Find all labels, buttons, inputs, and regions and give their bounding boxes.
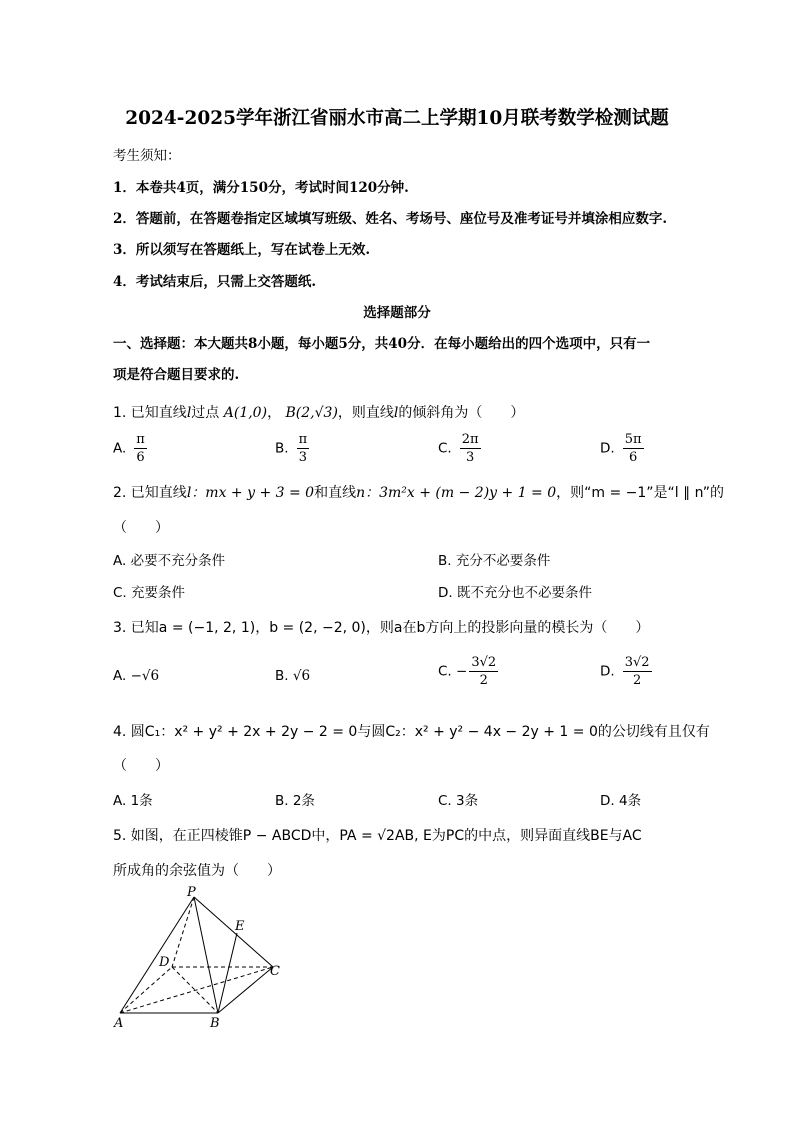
question-5: 5. 如图，在正四棱锥P − ABCD中，PA = √2AB, E为PC的中点，则异面直线BE与AC — [113, 828, 642, 844]
edge-pa — [120, 897, 194, 1013]
question-4: 4. 圆C₁：x² + y² + 2x + 2y − 2 = 0与圆C₂：x² + y² − 4x − 2y + 1 = 0的公切线有且仅有 — [113, 724, 710, 740]
q2-option-a: A. 必要不充分条件 — [113, 553, 226, 569]
notice-heading: 考生须知： — [113, 148, 181, 164]
label-b: B — [210, 1016, 220, 1030]
q1-option-b: B. $\frac{\pi}{3}$ — [275, 432, 308, 465]
label-p: P — [187, 885, 196, 900]
q3-option-b: B. √6 — [275, 668, 311, 684]
part-intro: 一、选择题：本大题共8小题，每小题5分，共40分．在每小题给出的四个选项中，只有一 — [113, 336, 651, 352]
q4-option-c: C. 3条 — [438, 793, 479, 809]
notice-item: 4．考试结束后，只需上交答题纸. — [113, 274, 317, 290]
notice-item: 2．答题前，在答题卷指定区域填写班级、姓名、考场号、座位号及准考证号并填涂相应数字. — [113, 211, 668, 227]
q1-option-c: C. $\frac{2\pi}{3}$ — [438, 432, 479, 465]
q1-option-d: D. $\frac{5\pi}{6}$ — [600, 432, 642, 465]
q2-option-c: C. 充要条件 — [113, 585, 186, 601]
q4-option-a: A. 1条 — [113, 793, 153, 809]
q4-option-d: D. 4条 — [600, 793, 642, 809]
q3-option-c: C. − $\frac{3√2}{2}$ — [438, 655, 497, 688]
segment-be — [218, 933, 237, 1013]
edge-pb — [194, 897, 218, 1013]
edge-pd — [172, 897, 194, 967]
notice-item: 3．所以须写在答题纸上，写在试卷上无效. — [113, 242, 371, 258]
label-c: C — [270, 964, 280, 979]
question-5-cont: 所成角的余弦值为（ ） — [113, 863, 281, 879]
label-a: A — [114, 1016, 124, 1030]
edge-bc — [218, 967, 273, 1013]
q1-option-a: A. $\frac{\pi}{6}$ — [113, 432, 145, 465]
label-d: D — [159, 955, 170, 970]
notice-item: 1．本卷共4页，满分150分，考试时间120分钟. — [113, 180, 409, 196]
q2-paren: （ ） — [113, 520, 169, 536]
q4-paren: （ ） — [113, 758, 169, 774]
pyramid-figure — [110, 885, 290, 1030]
q2-option-b: B. 充分不必要条件 — [438, 553, 551, 569]
q3-option-a: A. −√6 — [113, 668, 160, 684]
q4-option-b: B. 2条 — [275, 793, 315, 809]
question-1: 1. 已知直线l过点 A(1,0)， B(2,√3)，则直线l的倾斜角为（ ） — [113, 405, 525, 421]
q3-option-d: D. $\frac{3√2}{2}$ — [600, 655, 650, 688]
edge-ad — [120, 967, 172, 1013]
label-e: E — [235, 919, 245, 934]
section-title: 选择题部分 — [363, 305, 431, 321]
question-3: 3. 已知a = (−1, 2, 1)，b = (2, −2, 0)，则a在b方向上的投影向量的模长为（ ） — [113, 620, 650, 636]
q2-option-d: D. 既不充分也不必要条件 — [438, 585, 592, 601]
question-2: 2. 已知直线l：mx + y + 3 = 0和直线n：3m²x + (m − 2)y + 1 = 0，则“m = −1”是“l ∥ n”的 — [113, 485, 724, 501]
diagonal-ac — [120, 967, 273, 1013]
part-intro: 项是符合题目要求的. — [113, 367, 240, 383]
page-title: 2024-2025学年浙江省丽水市高二上学期10月联考数学检测试题 — [125, 108, 669, 129]
